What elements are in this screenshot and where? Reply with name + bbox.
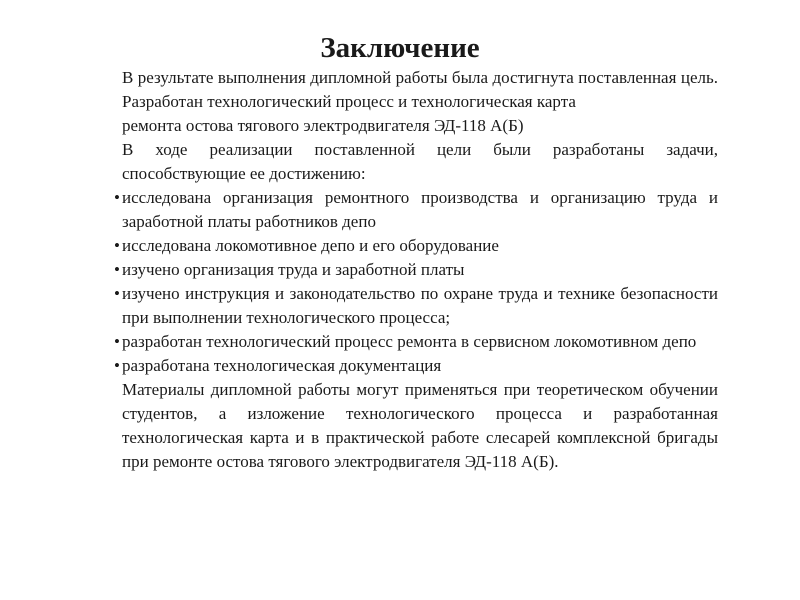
bullet-item [114, 234, 718, 258]
bullet-item [114, 330, 718, 354]
bullet-item [114, 186, 718, 234]
bullet-item [114, 282, 718, 330]
bullet-dot: • [114, 188, 120, 207]
paragraph-result: В результате выполнения дипломной работы была достигнута поставленная цель. Разработан технологический процесс и технологическая карта [122, 68, 718, 111]
paragraph-repair: ремонта остова тягового электродвигателя ЭД-118 А(Б) [122, 116, 524, 135]
slide-body [114, 66, 718, 474]
bullet-text: разработана технологическая документация [122, 356, 442, 375]
bullet-dot: • [114, 356, 120, 375]
bullet-text: изучено инструкция и законодательство по охране труда и технике безопасности при выполнении технологического процесса; [122, 284, 718, 327]
bullet-text: разработан технологический процесс ремонта в сервисном локомотивном депо [122, 332, 697, 351]
bullet-text: исследована локомотивное депо и его оборудование [122, 236, 499, 255]
bullet-text: исследована организация ремонтного производства и организацию труда и заработной платы работников депо [122, 188, 718, 231]
slide-title: Заключение [320, 32, 480, 64]
bullet-dot: • [114, 236, 120, 255]
bullet-dot: • [114, 260, 120, 279]
bullet-dot: • [114, 332, 120, 351]
bullet-item [114, 258, 718, 282]
bullet-dot: • [114, 284, 120, 303]
paragraph-tasks: В ходе реализации поставленной цели были разработаны задачи, способствующие ее достижению: [122, 140, 718, 183]
paragraph-closing: Материалы дипломной работы могут применяться при теоретическом обучении студентов, а изложение технологического процесса и разработанная технологическая карта и в практической работе слесарей комплексной бригады при ремонте остова тягового электродвигателя ЭД-118 А(Б). [122, 380, 718, 471]
bullet-item [114, 354, 718, 378]
bullet-text: изучено организация труда и заработной платы [122, 260, 465, 279]
